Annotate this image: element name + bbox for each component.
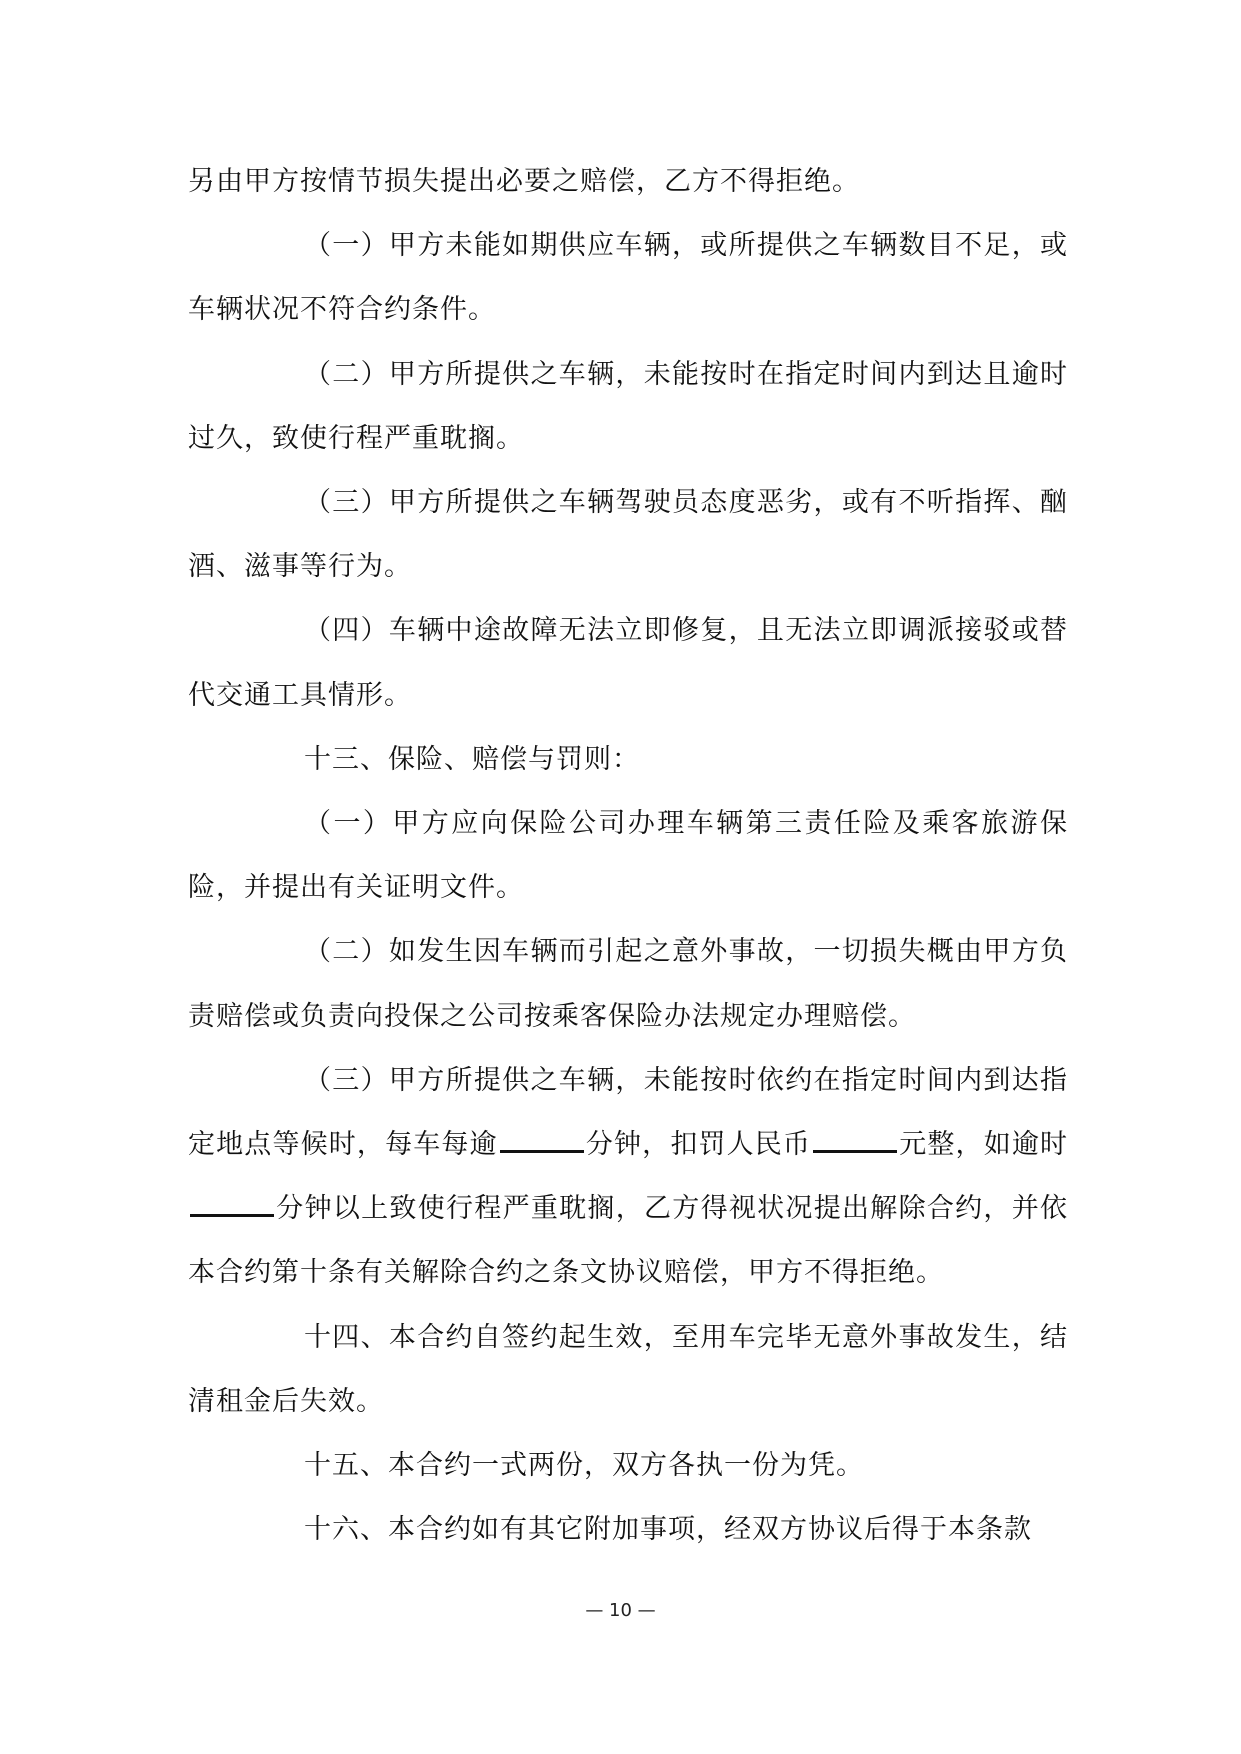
section-heading-14: 十四、本合约自签约起生效，至用车完毕无意外事故发生，结清租金后失效。: [188, 1321, 1068, 1417]
overtime-minutes-blank: [190, 1210, 274, 1217]
clause-text-3: 元整，如逾时: [899, 1129, 1069, 1161]
paragraph-insurance-3: [188, 1049, 1068, 1306]
page-number: — 10 —: [585, 1600, 656, 1621]
minutes-blank: [500, 1146, 584, 1153]
document-body: [188, 150, 1068, 1562]
clause-text-2: 分钟，扣罚人民币: [585, 1129, 812, 1161]
section-heading-15: 十五、本合约一式两份，双方各执一份为凭。: [304, 1450, 864, 1482]
clause-text-1: （三）甲方所提供之车辆，未能按时依约在指定时间内到达指定地点等候时，每车每逾: [188, 1064, 1068, 1161]
paragraph-clause-4: （四）车辆中途故障无法立即修复，且无法立即调派接驳或替代交通工具情形。: [188, 615, 1068, 711]
amount-blank: [813, 1146, 897, 1153]
paragraph-clause-3: （三）甲方所提供之车辆驾驶员态度恶劣，或有不听指挥、酗酒、滋事等行为。: [188, 487, 1068, 583]
paragraph-insurance-1: （一）甲方应向保险公司办理车辆第三责任险及乘客旅游保险，并提出有关证明文件。: [188, 808, 1068, 904]
paragraph-clause-2: （二）甲方所提供之车辆，未能按时在指定时间内到达且逾时过久，致使行程严重耽搁。: [188, 358, 1068, 454]
section-heading-13: 十三、保险、赔偿与罚则：: [304, 743, 640, 775]
paragraph-continuation: 另由甲方按情节损失提出必要之赔偿，乙方不得拒绝。: [188, 166, 860, 197]
paragraph-insurance-2: （二）如发生因车辆而引起之意外事故，一切损失概由甲方负责赔偿或负责向投保之公司按乘客保险办法规定办理赔偿。: [188, 936, 1068, 1032]
clause-text-4: 分钟以上致使行程严重耽搁，乙方得视状况提出解除合约，并依本合约第十条有关解除合约之条文协议赔偿，甲方不得拒绝。: [188, 1193, 1068, 1289]
section-heading-16: 十六、本合约如有其它附加事项，经双方协议后得于本条款: [304, 1514, 1032, 1546]
paragraph-clause-1: （一）甲方未能如期供应车辆，或所提供之车辆数目不足，或车辆状况不符合约条件。: [188, 230, 1068, 326]
